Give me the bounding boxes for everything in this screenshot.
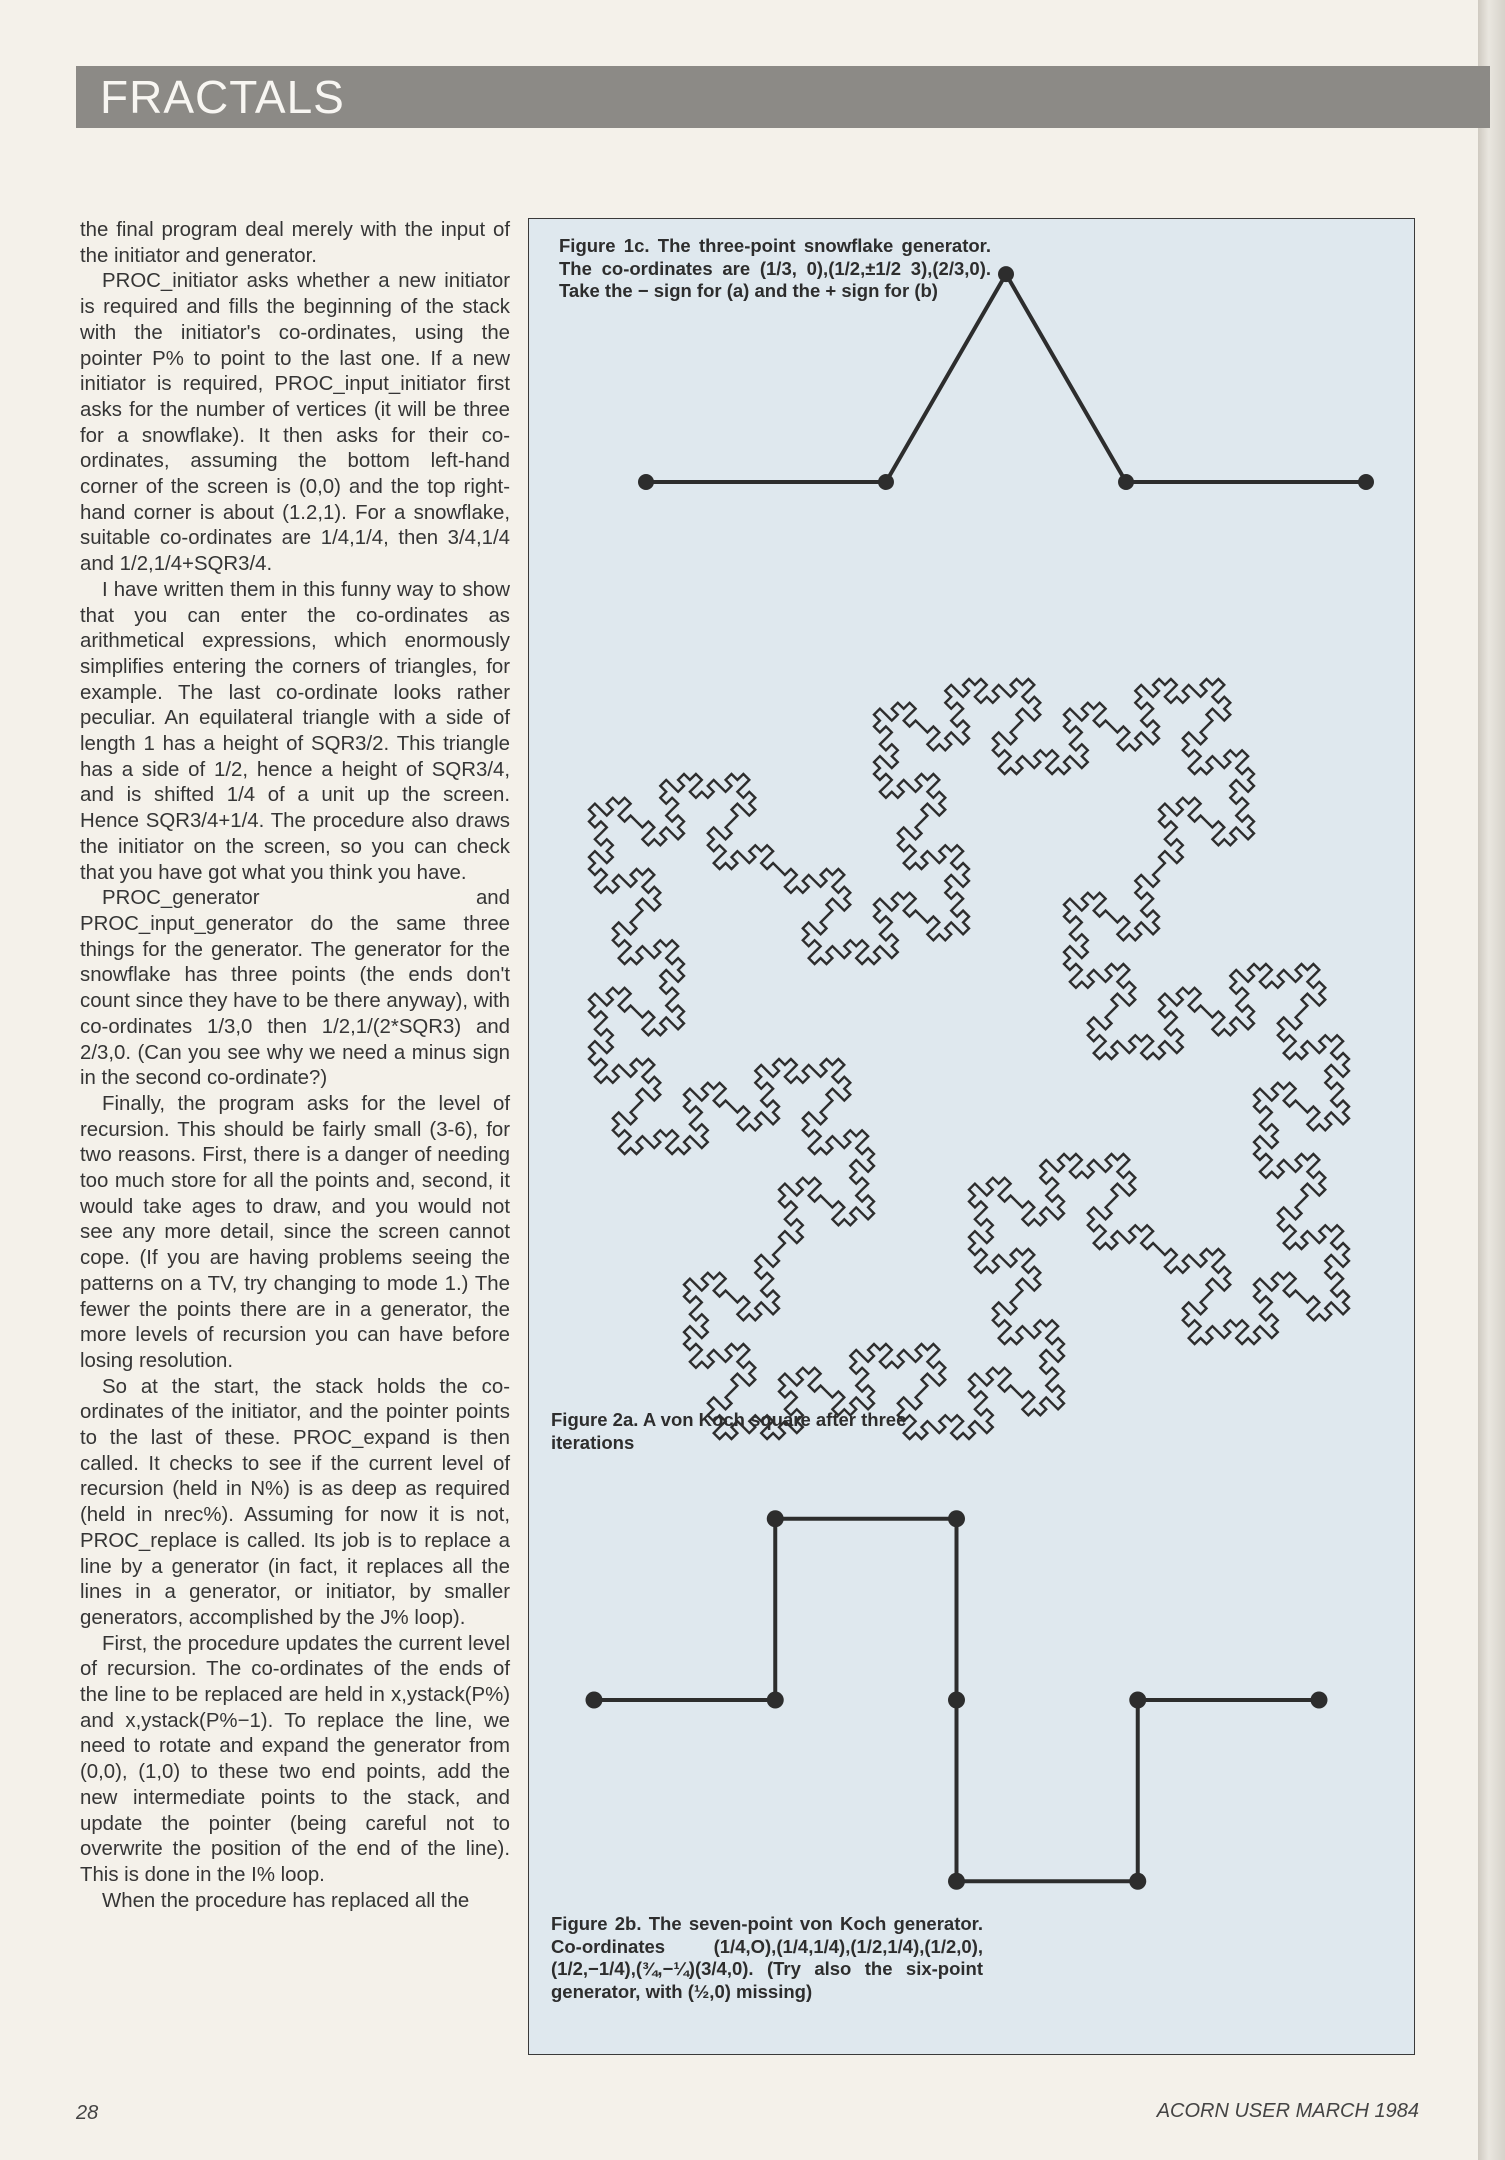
figure-2b-caption: Figure 2b. The seven-point von Koch generator. Co-ordinates (1/4,O),(1/4,1/4),(1/2,1/4),(1/2,0),(1/2,−1/4),(¾,−¼)(3/4,0). (Try also the six-point generator, with (½,0) missing) xyxy=(551,1913,983,2002)
koch-square-curve xyxy=(589,679,1349,1439)
article-column xyxy=(80,218,510,1914)
figure-panel xyxy=(528,218,1415,2055)
koch-generator-vertex xyxy=(586,1692,603,1709)
koch-square-diagram xyxy=(589,679,1349,1439)
article-paragraph: Finally, the program asks for the level of recursion. This should be fairly small (3-6), for two reasons. First, there is a danger of needing too much store for all the points and, second, it would take ages to draw, and you would not see any more detail, since the screen cannot cope. (If you are having problems seeing the patterns on a TV, try changing to mode 1.) The fewer the points there are in a generator, the more levels of recursion you can have before losing resolution. xyxy=(80,1092,510,1372)
article-paragraph: First, the procedure updates the current level of recursion. The co-ordinates of the ends of the line to be replaced are held in x,ystack(P%) and x,ystack(P%−1). To replace the line, we need to rotate and expand the generator from (0,0), (1,0) to these two end points, add the new intermediate points to the stack, and update the pointer (being careful not to overwrite the position of the end of the line). This is done in the I% loop. xyxy=(80,1632,510,1886)
snowflake-generator-vertex xyxy=(1358,474,1374,490)
koch-generator-vertex xyxy=(767,1510,784,1527)
koch-generator-vertex xyxy=(948,1510,965,1527)
koch-generator-vertex xyxy=(1129,1873,1146,1890)
article-paragraph: When the procedure has replaced all the xyxy=(102,1889,470,1912)
snowflake-generator-vertex xyxy=(878,474,894,490)
page-number: 28 xyxy=(76,2102,99,2124)
page-edge xyxy=(1478,0,1505,2160)
article-paragraph: PROC_generator and PROC_input_generator do the same three things for the generator. The generator for the snowflake has three points (the ends don't count since they have to be there anyway), with co-ordinates 1/3,0 then 1/2,1/(2*SQR3) and 2/3,0. (Can you see why we need a minus sign in the second co-ordinate?) xyxy=(80,887,510,1090)
snowflake-generator-vertex xyxy=(998,266,1014,282)
figure-2a-caption: Figure 2a. A von Koch square after three iterations xyxy=(551,1409,907,1453)
koch-generator-diagram xyxy=(586,1510,1328,1890)
figure-drawings xyxy=(529,219,1414,2054)
section-header xyxy=(76,66,1490,128)
koch-generator-vertex xyxy=(948,1692,965,1709)
article-paragraph: So at the start, the stack holds the co-ordinates of the initiator, and the pointer points to the last of these. PROC_expand is then called. It checks to see if the current level of recursion (held in N%) is as deep as required (held in nrec%). Assuming for now it is not, PROC_replace is called. Its job is to replace a line by a generator (in fact, it replaces all the lines in a generator, or initiator, by smaller generators, accomplished by the J% loop). xyxy=(80,1375,510,1629)
koch-generator-vertex xyxy=(1311,1692,1328,1709)
snowflake-generator-line xyxy=(646,274,1366,482)
snowflake-generator-vertex xyxy=(638,474,654,490)
article-paragraph: I have written them in this funny way to show that you can enter the co-ordinates as arithmetical expressions, which enormously simplifies entering the corners of triangles, for example. The last co-ordinate looks rather peculiar. An equilateral triangle with a side of length 1 has a height of SQR3/2. This triangle has a side of 1/2, hence a height of SQR3/4, and is shifted 1/4 of a unit up the screen. Hence SQR3/4+1/4. The procedure also draws the initiator on the screen, so you can check that you have got what you think you have. xyxy=(80,578,510,884)
koch-generator-vertex xyxy=(948,1873,965,1890)
figure-1c-caption: Figure 1c. The three-point snowflake generator. The co-ordinates are (1/3, 0),(1/2,±1/2 3),(2/3,0). Take the − sign for (a) and the + sign for (b) xyxy=(559,235,991,301)
article-paragraph: the final program deal merely with the input of the initiator and generator. xyxy=(80,219,510,267)
section-title: FRACTALS xyxy=(100,71,345,123)
koch-generator-vertex xyxy=(1129,1692,1146,1709)
snowflake-generator-vertex xyxy=(1118,474,1134,490)
publication-footer: ACORN USER MARCH 1984 xyxy=(1156,2100,1419,2122)
article-paragraph: PROC_initiator asks whether a new initiator is required and fills the beginning of the stack with the initiator's co-ordinates, using the pointer P% to point to the last one. If a new initiator is required, PROC_input_initiator first asks for the number of vertices (it will be three for a snowflake). It then asks for their co-ordinates, assuming the bottom left-hand corner of the screen is (0,0) and the top right-hand corner is about (1.2,1). For a snowflake, suitable co-ordinates are 1/4,1/4, then 3/4,1/4 and 1/2,1/4+SQR3/4. xyxy=(80,270,510,576)
koch-generator-vertex xyxy=(767,1692,784,1709)
